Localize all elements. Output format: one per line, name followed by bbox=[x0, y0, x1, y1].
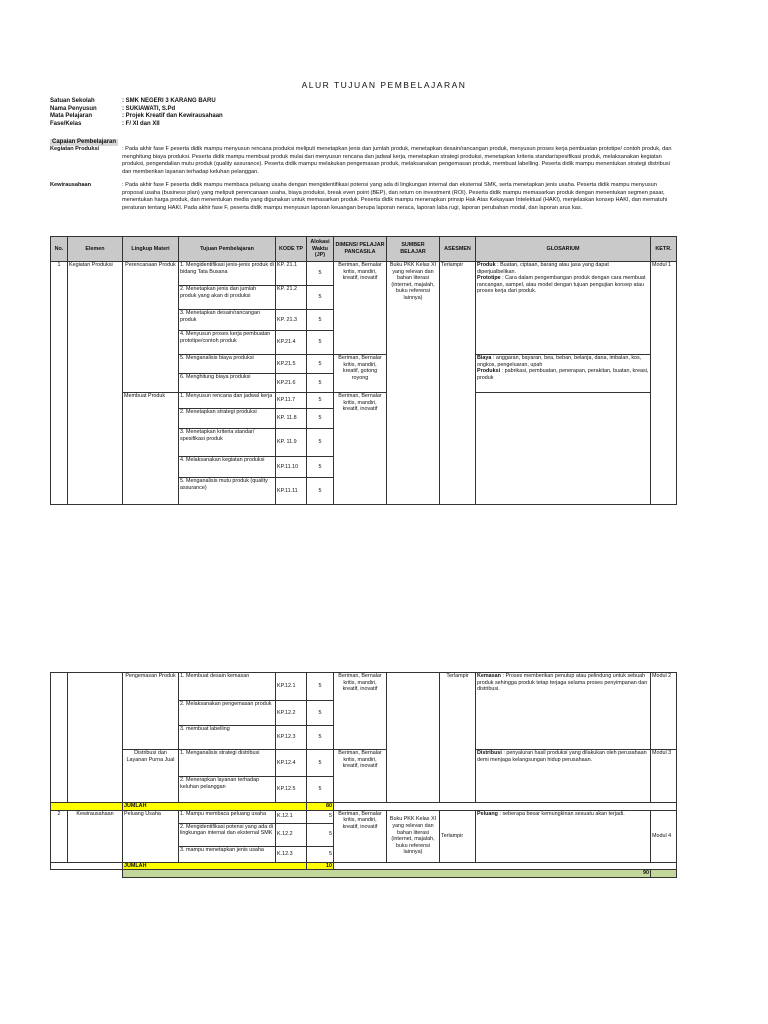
cell-kode: K.12.2 bbox=[276, 823, 307, 846]
cell-jp: 5 bbox=[307, 823, 334, 846]
cell-empty bbox=[51, 862, 123, 870]
cell-jp: 5 bbox=[307, 846, 334, 862]
capaian-kewirausahaan-text: : Pada akhir fase F peserta didik mampu membaca peluang usaha dengan mengidentifikasi potensi yang ada di lingkungan internal dan eksternal SMK, serta menetapkan jenis usaha. Peserta didik mampu menyusun proposal usaha (business plan) yang meliputi perencanaan usaha, biaya produksi, break even point (BEP), dan return on investment (ROI). Peserta didik mampu memasarkan produk dengan menentukan segmen pasar, menentukan harga produk, dan menentukan media yang digunakan untuk memasarkan produk. Peserta didik mampu menerapkan prinsip Hak Atas Kekayaan Intelektual (HAKI), menjelaskan konsep HAKI, dan mematuhi peraturan tentang HAKI. Pada akhir fase F, peserta didik mampu menyusun laporan keuangan berupa laporan neraca, laporan laba rugi, laporan perubahan modal, dan laporan arus kas. bbox=[122, 182, 668, 211]
cell-no: 2 bbox=[51, 810, 68, 862]
capaian-kewirausahaan bbox=[50, 182, 678, 212]
cell-glosarium bbox=[476, 393, 651, 505]
atp-table-1 bbox=[50, 236, 677, 505]
cell-kode: KP. 11.9 bbox=[276, 429, 307, 457]
cell-tujuan: 2. Menerapkan layanan terhadap keluhan pelanggan bbox=[179, 777, 276, 803]
meta-value: : F/ XI dan XII bbox=[122, 120, 160, 127]
cell-tujuan: 1. Menyusun rencana dan jadwal kerja bbox=[179, 393, 276, 409]
cell-empty bbox=[334, 862, 677, 870]
header-lingkup: Lingkup Materi bbox=[123, 237, 179, 262]
cell-kode: K.12.3 bbox=[276, 846, 307, 862]
header-no: No. bbox=[51, 237, 68, 262]
cell-kode: KP.21.5 bbox=[276, 355, 307, 374]
cell-tujuan: 4. Melaksanakan kegiatan produksi bbox=[179, 457, 276, 478]
glossary-def: : Proses memberikan penutup atau pelindung untuk sebuah produk sehingga produk tetap terjaga selama proses penyimpanan dan distribusi. bbox=[477, 673, 648, 693]
cell-dimensi: Beriman, Bernalar kritis, mandiri, kreatif, inovatif bbox=[334, 393, 387, 505]
cell-elemen: Kegiatan Produksi bbox=[68, 262, 123, 505]
cell-jp: 5 bbox=[307, 673, 334, 701]
document-meta bbox=[50, 98, 223, 128]
cell-tujuan: 2. Menetapkan strategi produksi bbox=[179, 409, 276, 429]
header-tujuan: Tujuan Pembelajaran bbox=[179, 237, 276, 262]
jumlah-label: JUMLAH bbox=[123, 803, 307, 811]
cell-lingkup: Peluang Usaha bbox=[123, 810, 179, 862]
meta-row-school bbox=[50, 98, 223, 106]
cell-jp: 5 bbox=[307, 701, 334, 726]
cell-jp: 5 bbox=[307, 355, 334, 374]
cell-empty bbox=[651, 870, 677, 878]
capaian-produksi bbox=[50, 146, 678, 176]
cell-tujuan: 3. mampu menetapkan jenis usaha bbox=[179, 846, 276, 862]
cell-tujuan: 4. Menyusun proses kerja pembuatan prototipe/contoh produk bbox=[179, 331, 276, 355]
cell-tujuan: 2. Melaksanakan pengemasan produk bbox=[179, 701, 276, 726]
cell-jp: 5 bbox=[307, 810, 334, 823]
glossary-def: : Cara dalam pengembangan produk dengan cara membuat rancangan, sampel, atau model dengan tujuan pengujian konsep atau proses kerja dari produk. bbox=[477, 275, 646, 295]
meta-label: Nama Penyusun bbox=[50, 105, 97, 112]
total-value: 90 bbox=[123, 870, 651, 878]
glossary-term: Peluang bbox=[477, 810, 498, 817]
capaian-produksi-text: : Pada akhir fase F peserta didik mampu menyusun rencana produksi meliputi menetapkan jenis dan jumlah produk, menetapkan desain/rancangan produk, menyusun proses kerja pembuatan prototipe/ contoh produk, dan menghitung biaya produksi. Peserta didik mampu membuat produk mulai dari menyusun rencana dan jadwal kerja, menetapkan strategi produksi, menetapkan kriteria standar/spesifikasi produk, melaksanakan kegiatan produksi, pengendalian mutu produk (quality assurance). Peserta didik mampu melakukan pengemasan produk, melaksanakan pengemasan produk, membuat labelling. Peserta didik mampu menentukan strategi distribusi dan memberikan layanan terhadap keluhan pelanggan. bbox=[122, 146, 672, 175]
cell-tujuan: 3. Menetapkan desain/rancangan produk bbox=[179, 310, 276, 331]
header-dimensi: DIMENSI PELAJAR PANCASILA bbox=[334, 237, 387, 262]
cell-jp: 5 bbox=[307, 393, 334, 409]
cell-empty bbox=[51, 803, 123, 811]
glossary-term: Produksi bbox=[477, 368, 501, 375]
page-title: ALUR TUJUAN PEMBELAJARAN bbox=[301, 80, 467, 90]
jumlah-row bbox=[51, 803, 677, 811]
glossary-def: : Buatan, ciptaan, barang atau jasa yang dapat diperjualbelikan. bbox=[477, 262, 609, 275]
total-row bbox=[51, 870, 677, 878]
cell-jp: 5 bbox=[307, 457, 334, 478]
cell-jp: 5 bbox=[307, 750, 334, 777]
capaian-kewirausahaan-label: Kewirausahaan bbox=[50, 182, 92, 188]
cell-jp: 5 bbox=[307, 310, 334, 331]
cell-kode: KP.21.4 bbox=[276, 331, 307, 355]
cell-lingkup: Membuat Produk bbox=[123, 393, 179, 505]
glossary-term: Biaya bbox=[477, 355, 492, 361]
meta-row-author bbox=[50, 106, 223, 114]
meta-label: Satuan Sekolah bbox=[50, 98, 95, 104]
table-row bbox=[51, 810, 677, 823]
cell-glosarium bbox=[476, 673, 651, 750]
cell-jp: 5 bbox=[307, 262, 334, 286]
cell-kode: KP.12.4 bbox=[276, 750, 307, 777]
jumlah-label: JUMLAH bbox=[123, 862, 307, 870]
cell-kode: KP. 21.1 bbox=[276, 262, 307, 286]
cell-lingkup: Perencanaan Produk bbox=[123, 262, 179, 393]
cell-elemen bbox=[68, 673, 123, 803]
cell-tujuan: 2. Mengidentifikasi potensi yang ada di lingkungan internal dan eksternal SMK bbox=[179, 823, 276, 846]
header-ketr: KETR. bbox=[651, 237, 677, 262]
table-row bbox=[51, 673, 677, 701]
cell-kode: KP.12.3 bbox=[276, 726, 307, 750]
cell-no: 1 bbox=[51, 262, 68, 505]
cell-tujuan: 5. Menganalisis mutu produk (quality assurance) bbox=[179, 478, 276, 505]
cell-ketr: Modul 2 bbox=[651, 673, 677, 750]
cell-asesmen: Terlampir bbox=[440, 810, 476, 862]
cell-jp: 5 bbox=[307, 777, 334, 803]
meta-row-phase bbox=[50, 121, 223, 129]
cell-jp: 5 bbox=[307, 374, 334, 393]
cell-jp: 5 bbox=[307, 331, 334, 355]
glossary-def: : anggaran, bayaran, bea, beban, belanja, dana, imbalan, kos, ongkos, pengeluaran, upah bbox=[477, 355, 642, 368]
cell-kode: KP.12.1 bbox=[276, 673, 307, 701]
cell-dimensi: Beriman, Bernalar kritis, mandiri, kreatif, inovatif bbox=[334, 262, 387, 355]
cell-empty bbox=[51, 870, 123, 878]
cell-kode: KP. 21.2 bbox=[276, 286, 307, 310]
table-row bbox=[51, 393, 677, 409]
cell-tujuan: 1. Menganalisis strategi distribusi bbox=[179, 750, 276, 777]
glossary-def: : seberapa besar kemungkinan sesuatu akan terjadi. bbox=[499, 810, 625, 817]
cell-glosarium bbox=[476, 750, 651, 803]
capaian-heading: Capaian Pembelajaran bbox=[52, 139, 117, 145]
atp-table-2 bbox=[50, 672, 677, 878]
cell-kode: KP. 11.8 bbox=[276, 409, 307, 429]
cell-ketr: Modul 1 bbox=[651, 262, 677, 505]
jumlah-value: 10 bbox=[307, 862, 334, 870]
cell-jp: 5 bbox=[307, 286, 334, 310]
cell-tujuan: 6. Menghitung biaya produksi bbox=[179, 374, 276, 393]
cell-jp: 5 bbox=[307, 429, 334, 457]
header-kode: KODE TP bbox=[276, 237, 307, 262]
glossary-term: Prototipe bbox=[477, 275, 501, 282]
cell-sumber: Buku PKK Kelas XI yang relevan dan bahan literasi (internet, majalah, buku referensi lainnya) bbox=[387, 262, 440, 505]
cell-tujuan: 3. Menetapkan kriteria standar/ spesifikasi produk bbox=[179, 429, 276, 457]
cell-asesmen: Terlampir bbox=[440, 262, 476, 505]
glossary-def: : penyaluran hasil produksi yang dilakukan oleh perusahaan demi menjaga kelangsungan hidup perusahaan. bbox=[477, 750, 647, 763]
header-sumber: SUMBER BELAJAR bbox=[387, 237, 440, 262]
cell-ketr: Modul 4 bbox=[651, 810, 677, 862]
cell-jp: 5 bbox=[307, 409, 334, 429]
cell-lingkup: Distribusi dan Layanan Purna Jual bbox=[123, 750, 179, 803]
cell-jp: 5 bbox=[307, 478, 334, 505]
glossary-term: Distribusi bbox=[477, 750, 502, 756]
cell-kode: KP.11.11 bbox=[276, 478, 307, 505]
table-header-row bbox=[51, 237, 677, 262]
cell-ketr: Modul 3 bbox=[651, 750, 677, 803]
meta-label: Mata Pelajaran bbox=[50, 113, 93, 119]
capaian-produksi-label: Kegiatan Produksi bbox=[50, 146, 100, 152]
header-elemen: Elemen bbox=[68, 237, 123, 262]
cell-kode: KP.11.10 bbox=[276, 457, 307, 478]
meta-label: Fase/Kelas bbox=[50, 120, 82, 127]
cell-kode: KP.12.5 bbox=[276, 777, 307, 803]
cell-tujuan: 5. Menganalisis biaya produksi bbox=[179, 355, 276, 374]
cell-empty bbox=[334, 803, 677, 811]
table-row bbox=[51, 262, 677, 286]
glossary-def: : pabrikasi, pembuatan, penerapan, perakitan, buatan, kreasi, produk bbox=[477, 368, 649, 381]
cell-tujuan: 1. Membuat desain kemasan bbox=[179, 673, 276, 701]
cell-kode: KP.21.6 bbox=[276, 374, 307, 393]
cell-kode: KP.12.2 bbox=[276, 701, 307, 726]
cell-lingkup: Pengemasan Produk bbox=[123, 673, 179, 750]
cell-glosarium bbox=[476, 810, 651, 862]
cell-dimensi: Beriman, Bernalar kritis, mandiri, kreatif, gotong royong bbox=[334, 355, 387, 393]
cell-dimensi: Beriman, Bernalar kritis, mandiri, kreatif, inovatif bbox=[334, 810, 387, 862]
header-alokasi: Alokasi Waktu (JP) bbox=[307, 237, 334, 262]
header-asesmen: ASESMEN bbox=[440, 237, 476, 262]
cell-sumber: Buku PKK Kelas XI yang relevan dan bahan literasi (internet, majalah, buku referensi lainnya) bbox=[387, 810, 440, 862]
cell-kode: KP. 21.3 bbox=[276, 310, 307, 331]
cell-kode: KP.11.7 bbox=[276, 393, 307, 409]
glossary-term: Produk bbox=[477, 262, 496, 268]
cell-glosarium bbox=[476, 262, 651, 355]
cell-tujuan: 2. Menetapkan jenis dan jumlah produk yang akan di produksi bbox=[179, 286, 276, 310]
header-glosarium: GLOSARIUM bbox=[476, 237, 651, 262]
jumlah-row bbox=[51, 862, 677, 870]
cell-tujuan: 1. Mengidentifikasi jenis-jenis produk di bidang Tata Busana bbox=[179, 262, 276, 286]
meta-row-subject bbox=[50, 113, 223, 121]
cell-no bbox=[51, 673, 68, 803]
jumlah-value: 80 bbox=[307, 803, 334, 811]
table-row bbox=[51, 750, 677, 777]
cell-asesmen: Terlampir bbox=[440, 673, 476, 803]
cell-tujuan: 3. membuat labelling bbox=[179, 726, 276, 750]
cell-sumber bbox=[387, 673, 440, 803]
cell-elemen: Kewirausahaan bbox=[68, 810, 123, 862]
cell-dimensi: Beriman, Bernalar kritis, mandiri, kreatif, inovatif bbox=[334, 673, 387, 750]
cell-kode: K.12.1 bbox=[276, 810, 307, 823]
cell-dimensi: Beriman, Bernalar kritis, mandiri, kreatif, inovatif bbox=[334, 750, 387, 803]
cell-glosarium bbox=[476, 355, 651, 393]
cell-jp: 5 bbox=[307, 726, 334, 750]
meta-value: : Projek Kreatif dan Kewirausahaan bbox=[122, 113, 223, 119]
glossary-term: Kemasan bbox=[477, 673, 501, 679]
cell-tujuan: 1. Mampu membaca peluang usaha bbox=[179, 810, 276, 823]
meta-value: : SMK NEGERI 3 KARANG BARU bbox=[122, 98, 216, 104]
meta-value: : SUKIAWATI, S.Pd bbox=[122, 105, 176, 112]
